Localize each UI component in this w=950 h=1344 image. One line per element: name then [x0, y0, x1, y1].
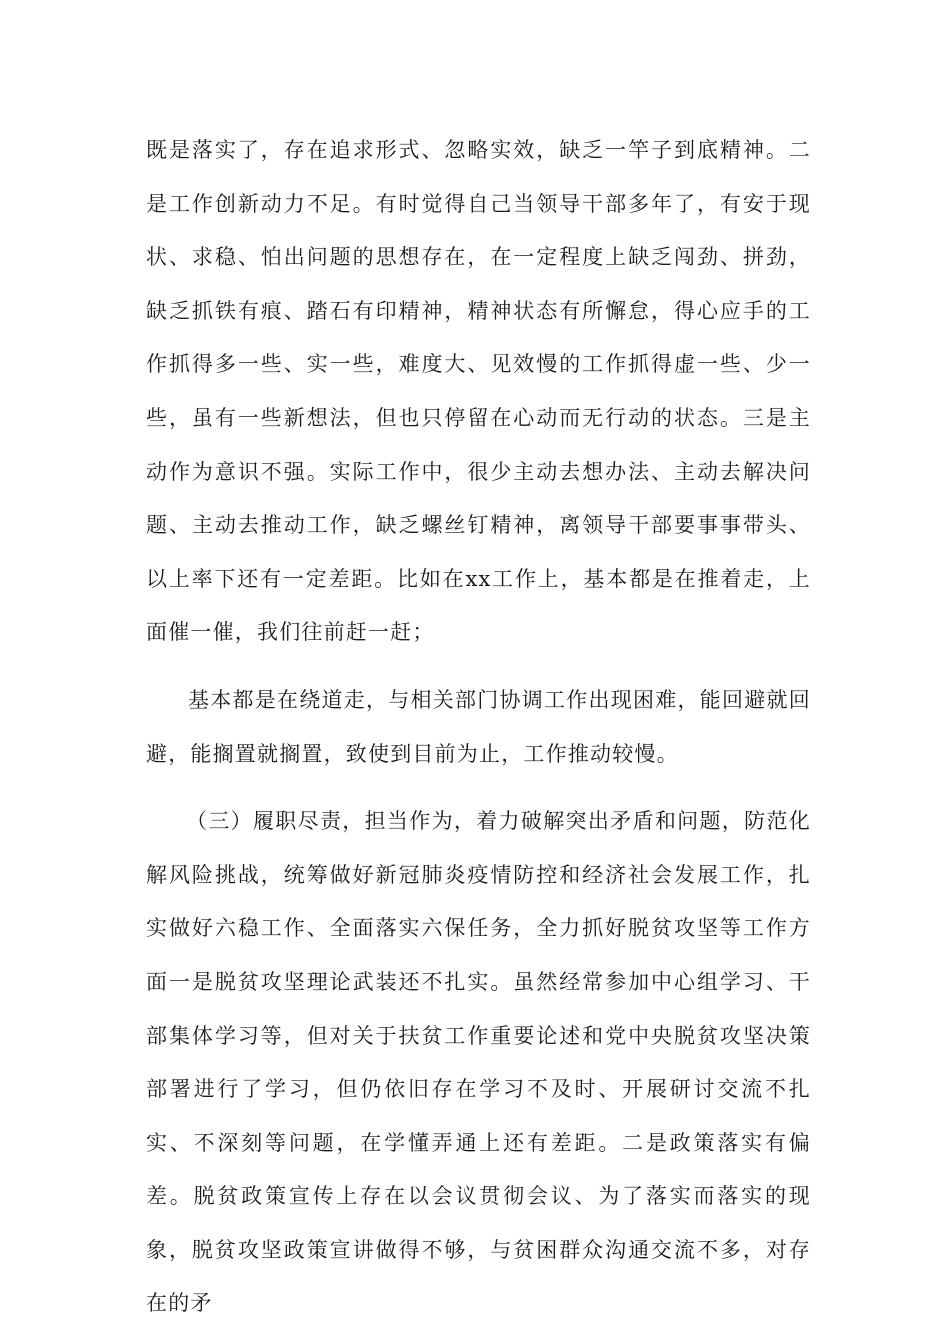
- paragraph-coordination: 基本都是在绕道走，与相关部门协调工作出现困难，能回避就回避，能搁置就搁置，致使到目前为止，工作推动较慢。: [146, 687, 811, 766]
- paragraph-continued-issues: 既是落实了，存在追求形式、忽略实效，缺乏一竿子到底精神。二是工作创新动力不足。有时觉得自己当领导干部多年了，有安于现状、求稳、怕出问题的思想存在，在一定程度上缺乏闯劲、拼劲，缺乏抓铁有痕、踏石有印精神，精神状态有所懈怠，得心应手的工作抓得多一些、实一些，难度大、见效慢的工作抓得虚一些、少一些，虽有一些新想法，但也只停留在心动而无行动的状态。三是主动作为意识不强。实际工作中，很少主动去想办法、主动去解决问题、主动去推动工作，缺乏螺丝钉精神，离领导干部要事事带头、以上率下还有一定差距。比如在xx工作上，基本都是在推着走，上面催一催，我们往前赶一赶；: [146, 138, 811, 645]
- paragraph-section-three: （三）履职尽责，担当作为，着力破解突出矛盾和问题，防范化解风险挑战，统筹做好新冠肺炎疫情防控和经济社会发展工作，扎实做好六稳工作、全面落实六保任务，全力抓好脱贫攻坚等工作方面一是脱贫攻坚理论武装还不扎实。虽然经常参加中心组学习、干部集体学习等，但对关于扶贫工作重要论述和党中央脱贫攻坚决策部署进行了学习，但仍依旧存在学习不及时、开展研讨交流不扎实、不深刻等问题，在学懂弄通上还有差距。二是政策落实有偏差。脱贫政策宣传上存在以会议贯彻会议、为了落实而落实的现象，脱贫攻坚政策宣讲做得不够，与贫困群众沟通交流不多，对存在的矛: [146, 809, 811, 1316]
- document-body: [146, 124, 811, 1331]
